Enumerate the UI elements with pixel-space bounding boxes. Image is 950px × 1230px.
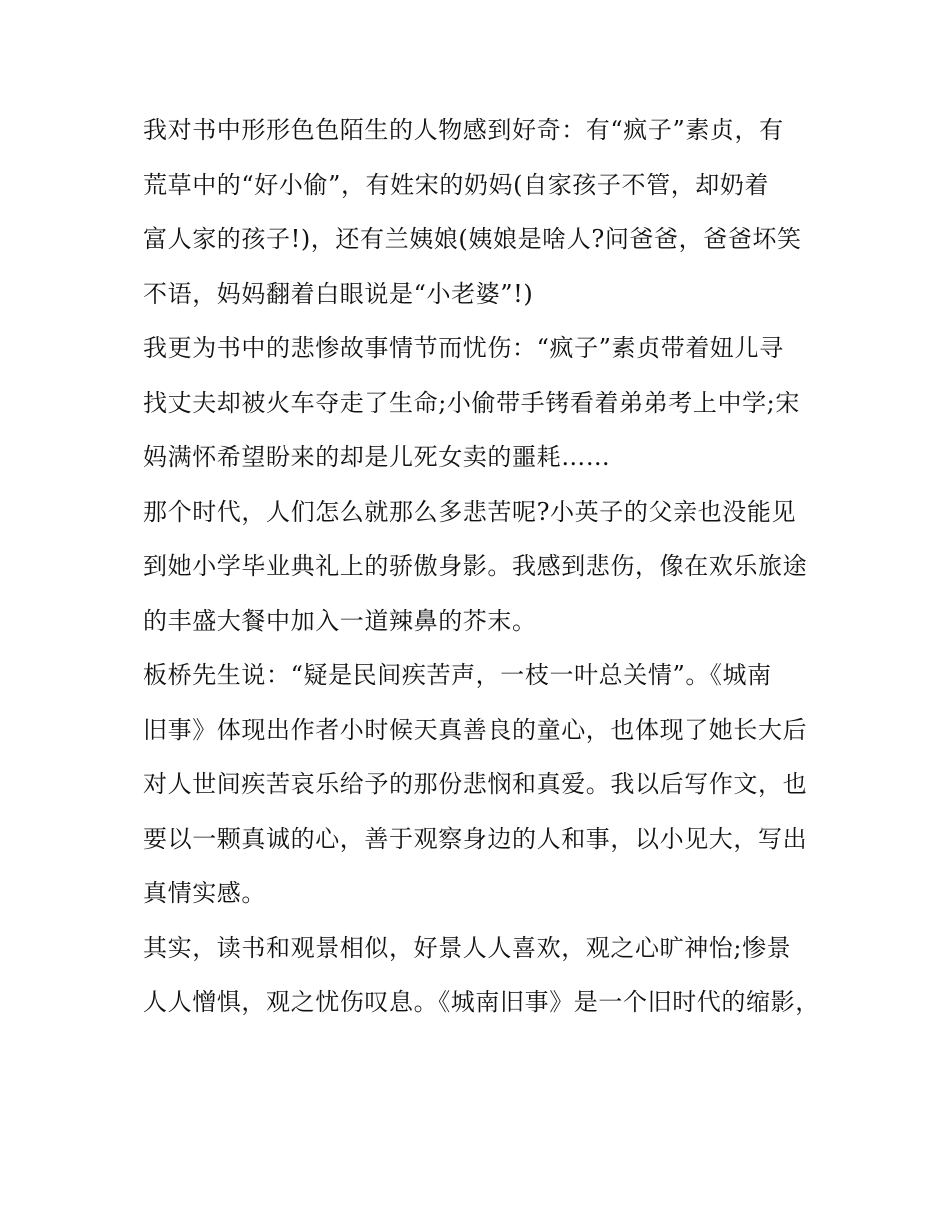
text-line: 妈满怀希望盼来的却是儿死女卖的噩耗…… — [143, 443, 611, 471]
text-line: 其实，读书和观景相似，好景人人喜欢，观之心旷神怡;惨景 — [143, 933, 792, 962]
document-body — [143, 103, 833, 1030]
text-line: 真情实感。 — [143, 879, 266, 907]
text-line: 板桥先生说：“疑是民间疾苦声，一枝一叶总关情”。《城南 — [143, 661, 772, 689]
text-line: 的丰盛大餐中加入一道辣鼻的芥末。 — [143, 606, 537, 635]
text-line: 人人憎惧，观之忧伤叹息。《城南旧事》是一个旧时代的缩影， — [143, 988, 820, 1016]
text-line: 找丈夫却被火车夺走了生命;小偷带手铐看着弟弟考上中学;宋 — [143, 388, 800, 417]
text-line: 旧事》体现出作者小时候天真善良的童心，也体现了她长大后 — [143, 715, 808, 744]
text-line: 富人家的孩子!)，还有兰姨娘(姨娘是啥人?问爸爸，爸爸坏笑 — [143, 225, 802, 253]
text-line: 那个时代，人们怎么就那么多悲苦呢?小英子的父亲也没能见 — [143, 497, 797, 526]
text-line: 不语，妈妈翻着白眼说是“小老婆”!) — [143, 279, 534, 308]
text-line: 我对书中形形色色陌生的人物感到好奇：有“疯子”素贞，有 — [143, 116, 784, 144]
text-line: 对人世间疾苦哀乐给予的那份悲悯和真爱。我以后写作文，也 — [143, 770, 808, 798]
text-line: 我更为书中的悲惨故事情节而忧伤：“疯子”素贞带着妞儿寻 — [143, 334, 784, 362]
text-line: 要以一颗真诚的心，善于观察身边的人和事，以小见大，写出 — [143, 824, 808, 853]
text-line: 荒草中的“好小偷”，有姓宋的奶妈(自家孩子不管，却奶着 — [143, 170, 770, 199]
text-line: 到她小学毕业典礼上的骄傲身影。我感到悲伤，像在欢乐旅途 — [143, 552, 808, 580]
